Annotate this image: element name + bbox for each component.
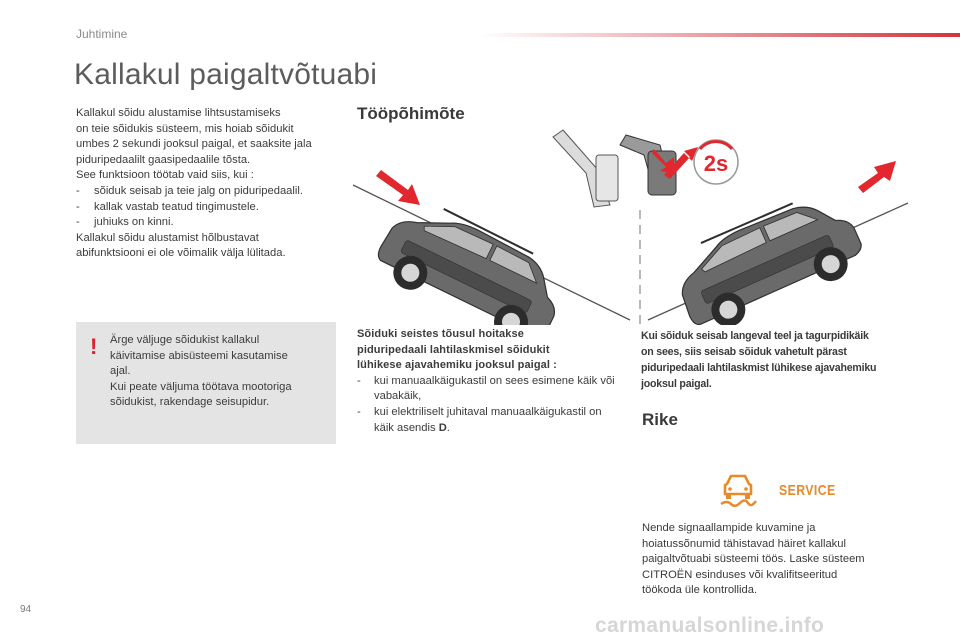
- caption-bold-line: lühikese ajavahemiku jooksul paigal :: [357, 359, 557, 372]
- gear-position: D: [438, 421, 447, 434]
- fault-line: töökoda üle kontrollida.: [642, 584, 758, 597]
- fault-line: CITROËN esinduses või kvalifitseeritud: [642, 568, 838, 581]
- warning-line: Kui peate väljuma töötava mootoriga: [110, 380, 292, 393]
- fault-text: [642, 521, 907, 599]
- principle-caption-uphill: [357, 327, 622, 436]
- fault-line: paigaltvõtuabi süsteemi töös. Laske süsteem: [642, 553, 865, 566]
- caption-line: on sees, siis seisab sõiduk vahetult pärast: [641, 346, 847, 358]
- gearbox-item-text: kui manuaalkäigukastil on sees esimene käik või vabakäik,: [374, 374, 615, 403]
- warning-text: [110, 333, 330, 411]
- caption-line: jooksul paigal.: [641, 378, 712, 390]
- intro-line: umbes 2 sekundi jooksul paigal, et saaksite jala: [76, 138, 312, 151]
- fault-line: hoiatussõnumid tähistavad häiret kallakul: [642, 537, 846, 550]
- warning-line: ajal.: [110, 365, 131, 378]
- condition-text: juhiuks on kinni.: [94, 216, 174, 229]
- car-right-icon: [664, 184, 870, 325]
- page-title: Kallakul paigaltvõtuabi: [74, 58, 378, 91]
- hill-start-illustration: [348, 115, 913, 325]
- intro-closing-line: Kallakul sõidu alustamist hõlbustavat: [76, 231, 259, 244]
- intro-text: [76, 106, 346, 262]
- timer-label: 2s: [703, 151, 729, 176]
- intro-line: See funktsioon töötab vaid siis, kui :: [76, 169, 254, 182]
- condition-text: kallak vastab teatud tingimustele.: [94, 200, 259, 213]
- condition-item: - sõiduk seisab ja teie jalg on piduripedaalil.: [76, 184, 303, 197]
- gearbox-item: - kui elektriliselt juhitaval manuaalkäigukastil on käik asendis D.: [357, 405, 602, 434]
- condition-text: sõiduk seisab ja teie jalg on piduripedaalil.: [94, 184, 303, 197]
- gearbox-item-text: kui elektriliselt juhitaval manuaalkäigukastil on käik asendis: [374, 405, 602, 434]
- intro-line: Kallakul sõidu alustamise lihtsustamiseks: [76, 107, 281, 119]
- gearbox-item-end: .: [446, 421, 450, 434]
- warning-exclamation-icon: !: [90, 334, 98, 359]
- warning-line: sõidukist, rakendage seisupidur.: [110, 396, 270, 409]
- arrow-right-icon: [858, 161, 896, 193]
- warning-line: käivitamise abisüsteemi kasutamise: [110, 349, 288, 362]
- caption-line: piduripedaali lahtilaskmist lühikese ajavahemiku: [641, 362, 877, 374]
- hill-start-assist-warning-lamp-icon: [718, 470, 758, 510]
- principle-caption-downhill: [641, 328, 906, 392]
- header-accent-line: [480, 33, 960, 37]
- section-label: Juhtimine: [76, 27, 128, 41]
- condition-item: - kallak vastab teatud tingimustele.: [76, 200, 259, 213]
- condition-item: - juhiuks on kinni.: [76, 216, 174, 229]
- fault-heading: Rike: [642, 410, 678, 429]
- service-indicator-icon: SERVICE: [779, 482, 836, 499]
- pedals-icon: [553, 130, 698, 207]
- intro-line: piduripedaalilt gaasipedaalile tõsta.: [76, 153, 251, 166]
- principle-heading: Tööpõhimõte: [357, 104, 465, 123]
- timer-2s-icon: [694, 140, 738, 184]
- page-number: 94: [20, 604, 32, 615]
- caption-bold-line: Sõiduki seistes tõusul hoitakse: [357, 328, 524, 340]
- warning-line: Ärge väljuge sõidukist kallakul: [110, 334, 260, 346]
- fault-line: Nende signaallampide kuvamine ja: [642, 522, 816, 534]
- watermark: carmanualsonline.info: [595, 614, 825, 637]
- warning-box: [76, 322, 336, 444]
- car-left-icon: [369, 191, 575, 325]
- caption-line: Kui sõiduk seisab langeval teel ja tagurpidikäik: [641, 330, 869, 342]
- intro-closing-line: abifunktsiooni ei ole võimalik välja lülitada.: [76, 247, 286, 260]
- caption-bold-line: piduripedaali lahtilaskmisel sõidukit: [357, 343, 550, 356]
- intro-line: on teie sõidukis süsteem, mis hoiab sõidukit: [76, 122, 294, 135]
- gearbox-item: - kui manuaalkäigukastil on sees esimene käik või vabakäik,: [357, 374, 622, 405]
